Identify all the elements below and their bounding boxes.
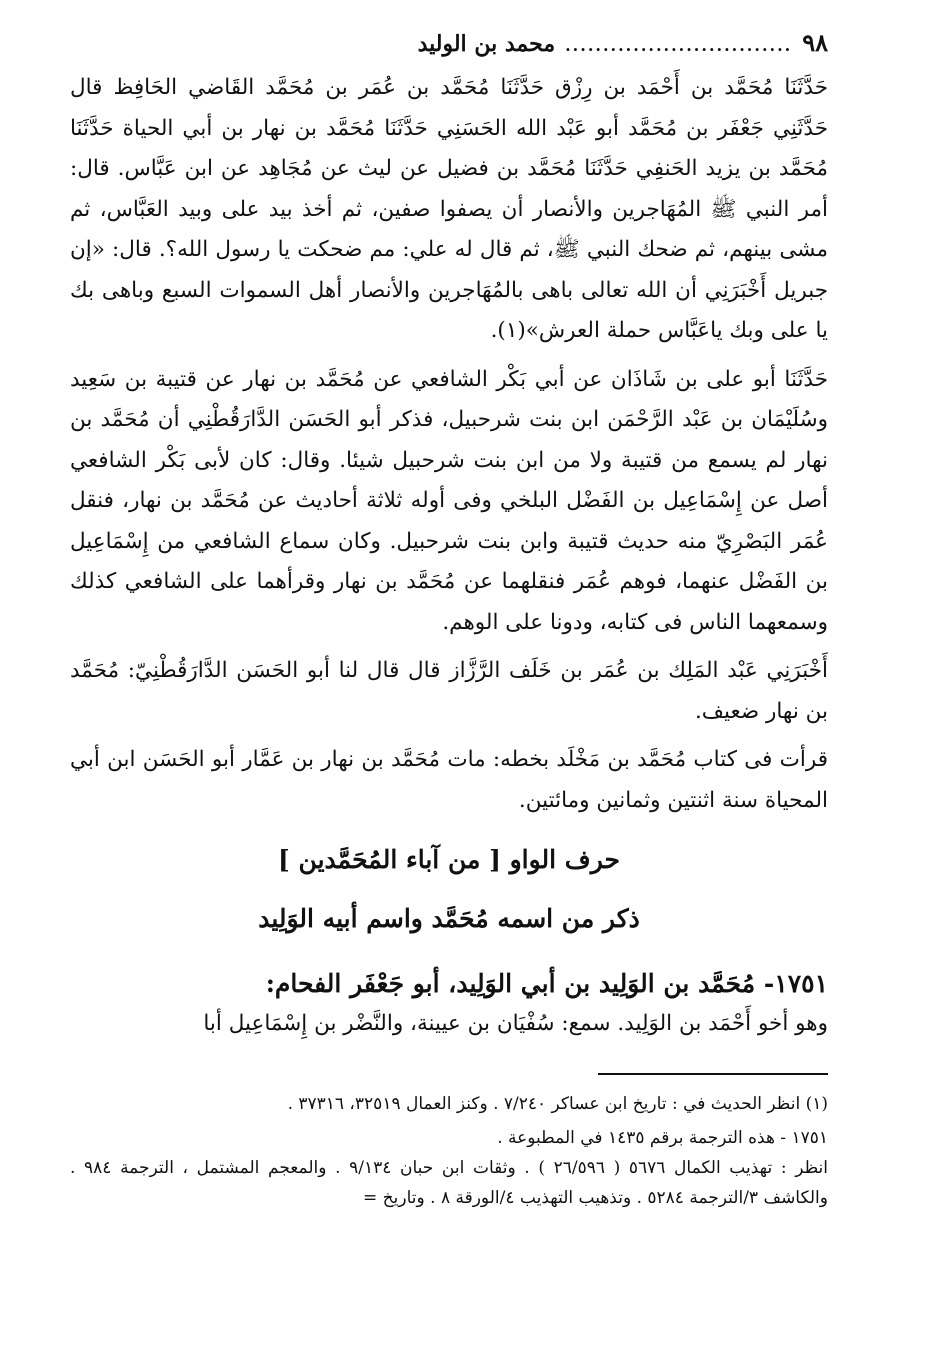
- paragraph-death-date: قرأت فى كتاب مُحَمَّد بن مَخْلَد بخطه: مات مُحَمَّد بن نهار بن عَمَّار أبو الحَسَن ابن أبي المحياة سنة اثنتين وثمانين ومائتين.: [70, 747, 828, 813]
- footnote-3: انظر : تهذيب الكمال ٥٦٧٦ ( ٢٦/٥٩٦ ) . وثقات ابن حبان ٩/١٣٤ . والمعجم المشتمل ، الترجمة ٩٨٤ . والكاشف ٣/الترجمة ٥٢٨٤ . وتذهيب التهذيب ٤/الورقة ٨ . وتاريخ =: [70, 1157, 828, 1208]
- paragraph-isnad-note: حَدَّثَنَا أبو على بن شَاذَان عن أبي بَكْر الشافعي عن مُحَمَّد بن نهار عن قتيبة بن سَعِيد وسُلَيْمَان بن عَبْد الرَّحْمَن ابن بنت شرحبيل، فذكر أبو الحَسَن الدَّارَقُطْنِي أن مُحَمَّد بن نهار لم يسمع من قتيبة ولا من ابن بنت شرحبيل شيئا. وقال: كان لأبى بَكْر الشافعي أصل عن إِسْمَاعِيل بن الفَضْل البلخي وفى أوله ثلاثة أحاديث عن مُحَمَّد بن نهار، فنقل عُمَر البَصْرِيّ منه حديث قتيبة وابن بنت شرحبيل. وكان سماع الشافعي من إِسْمَاعِيل بن الفَضْل عنهما، فوهم عُمَر فنقلهما عن مُحَمَّد بن نهار وقرأهما على الشافعي كذلك وسمعهما الناس فى كتابه، ودونا على الوهم.: [70, 366, 829, 635]
- book-page: [70, 28, 828, 1348]
- section-heading-names: ذكر من اسمه مُحَمَّد واسم أبيه الوَلِيد: [258, 904, 640, 933]
- running-title: محمد بن الوليد: [417, 31, 556, 57]
- paragraph-hadith: حَدَّثَنَا مُحَمَّد بن أَحْمَد بن رِزْق حَدَّثَنَا مُحَمَّد بن عُمَر بن مُحَمَّد القَاضي الحَافِظ قال حَدَّثَنِي جَعْفَر بن مُحَمَّد أبو عَبْد الله الحَسَنِي حَدَّثَنَا مُحَمَّد بن نهار بن أبي الحياة حَدَّثَنَا مُحَمَّد بن يزيد الحَنفِي حَدَّثَنَا مُحَمَّد بن فضيل عن ليث عن مُجَاهِد عن ابن عَبَّاس. قال: أمر النبي ﷺ المُهَاجرين والأنصار أن يصفوا صفين، ثم أخذ بيد على وبيد العَبَّاس، ثم مشى بينهم، ثم ضحك النبي ﷺ، ثم قال له علي: مم ضحكت يا رسول الله؟. قال: «إن جبريل أَخْبَرَنِي أن الله تعالى باهى بالمُهَاجرين والأنصار أهل السموات السبع وباهى بك يا على وبك ياعَبَّاس حملة العرش»(١).: [70, 75, 828, 343]
- footnote-separator: [598, 1073, 828, 1075]
- entry-heading: ١٧٥١- مُحَمَّد بن الوَلِيد بن أبي الوَلِيد، أبو جَعْفَر الفحام:: [265, 969, 828, 998]
- header-leader-dots: ..............................: [565, 36, 793, 55]
- paragraph-daraqutni: أَخْبَرَنِي عَبْد المَلِك بن عُمَر بن خَلَف الرَّزَّاز قال قال لنا أبو الحَسَن الدَّارَقُطْنِيّ: مُحَمَّد بن نهار ضعيف.: [70, 658, 828, 724]
- entry-text: وهو أخو أَحْمَد بن الوَلِيد. سمع: سُفْيَان بن عيينة، والنَّضْر بن إِسْمَاعِيل أبا: [203, 1011, 828, 1036]
- page-header: [70, 28, 828, 68]
- section-heading-letter: حرف الواو [ من آباء المُحَمَّدين ]: [278, 845, 620, 874]
- page-number: ٩٨: [802, 28, 828, 57]
- footnote-2: ١٧٥١ - هذه الترجمة برقم ١٤٣٥ في المطبوعة .: [497, 1127, 828, 1148]
- footnote-1: (١) انظر الحديث في : تاريخ ابن عساكر ٧/٢٤٠ . وكنز العمال ٣٢٥١٩، ٣٧٣١٦ .: [287, 1093, 828, 1114]
